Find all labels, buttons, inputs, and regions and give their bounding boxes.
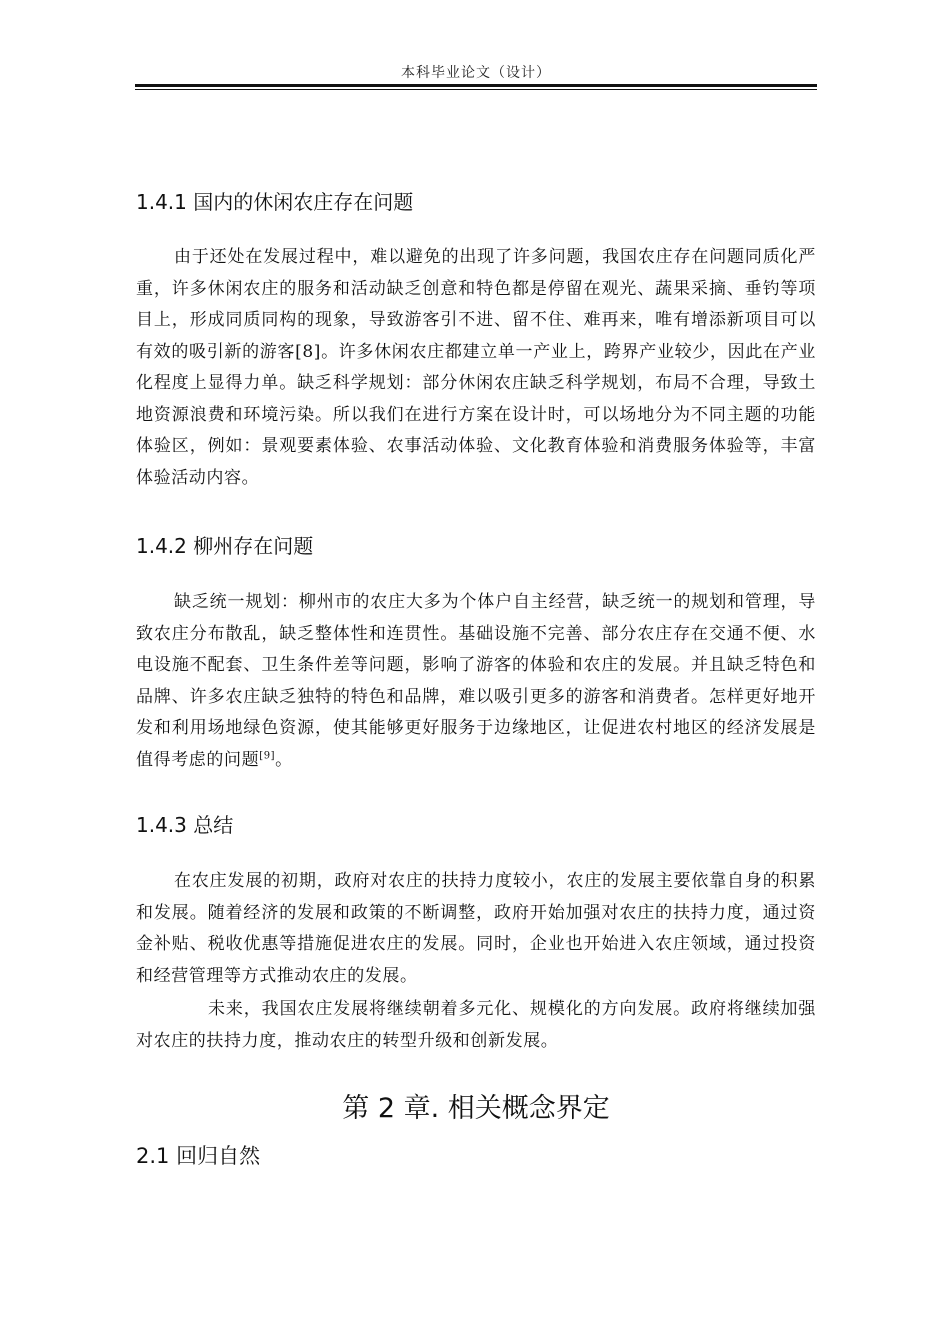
header-rule-thin (135, 89, 817, 90)
paragraph-1-4-2-tail: 。 (275, 749, 293, 770)
heading-1-4-3: 1.4.3 总结 (136, 813, 234, 837)
header-rule-thick (135, 84, 817, 87)
page-header: 本科毕业论文（设计） (401, 65, 551, 81)
heading-1-4-2: 1.4.2 柳州存在问题 (136, 534, 314, 558)
citation-9: [9] (259, 749, 276, 761)
paragraph-1-4-2 (136, 587, 816, 776)
chapter-title: 第 2 章. 相关概念界定 (342, 1093, 610, 1124)
paragraph-1-4-3-b: 未来，我国农庄发展将继续朝着多元化、规模化的方向发展。政府将继续加强对农庄的扶持力度，推动农庄的转型升级和创新发展。 (136, 999, 816, 1051)
paragraph-1-4-1: 由于还处在发展过程中，难以避免的出现了许多问题，我国农庄存在问题同质化严重，许多休闲农庄的服务和活动缺乏创意和特色都是停留在观光、蔬果采摘、垂钓等项目上，形成同质同构的现象，导致游客引不进、留不住、难再来，唯有增添新项目可以有效的吸引新的游客[8]。许多休闲农庄都建立单一产业上，跨界产业较少，因此在产业化程度上显得力单。缺乏科学规划：部分休闲农庄缺乏科学规划，布局不合理，导致土地资源浪费和环境污染。所以我们在进行方案在设计时，可以场地分为不同主题的功能体验区，例如：景观要素体验、农事活动体验、文化教育体验和消费服务体验等，丰富体验活动内容。 (136, 247, 816, 488)
paragraph-1-4-2-text: 缺乏统一规划：柳州市的农庄大多为个体户自主经营，缺乏统一的规划和管理，导致农庄分布散乱，缺乏整体性和连贯性。基础设施不完善、部分农庄存在交通不便、水电设施不配套、卫生条件差等问题，影响了游客的体验和农庄的发展。并且缺乏特色和品牌、许多农庄缺乏独特的特色和品牌，难以吸引更多的游客和消费者。怎样更好地开发和利用场地绿色资源，使其能够更好服务于边缘地区，让促进农村地区的经济发展是值得考虑的问题 (136, 592, 816, 770)
paragraph-1-4-3-a: 在农庄发展的初期，政府对农庄的扶持力度较小，农庄的发展主要依靠自身的积累和发展。随着经济的发展和政策的不断调整，政府开始加强对农庄的扶持力度，通过资金补贴、税收优惠等措施促进农庄的发展。同时，企业也开始进入农庄领域，通过投资和经营管理等方式推动农庄的发展。 (136, 871, 816, 986)
heading-2-1: 2.1 回归自然 (136, 1144, 261, 1168)
heading-1-4-1: 1.4.1 国内的休闲农庄存在问题 (136, 190, 414, 214)
